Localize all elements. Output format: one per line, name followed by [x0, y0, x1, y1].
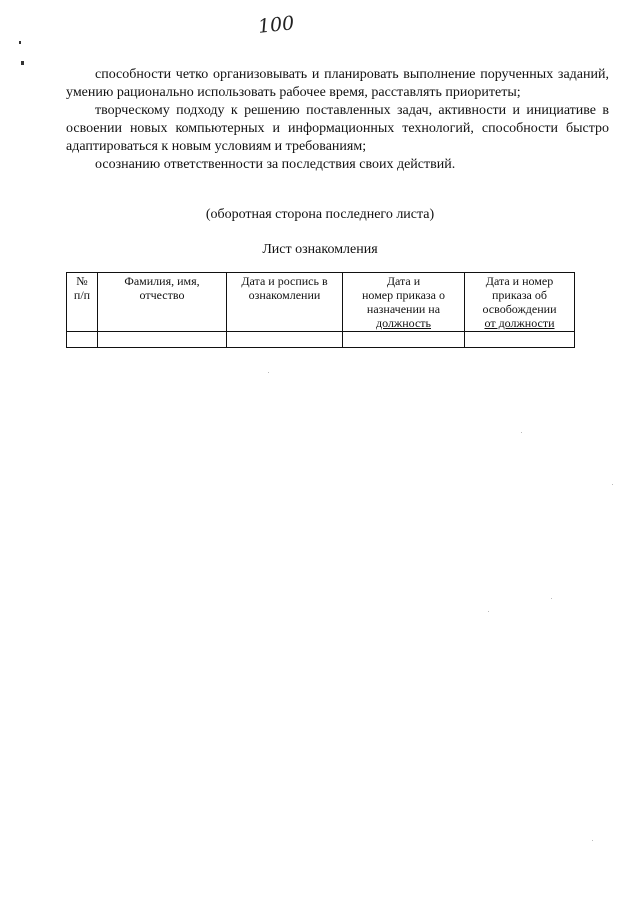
table-cell[interactable]: [343, 332, 465, 348]
column-header-dismissal-order: Дата и номер приказа об освобождении от должности: [465, 273, 575, 332]
margin-mark: [19, 41, 21, 44]
column-header-full-name: Фамилия, имя, отчество: [98, 273, 227, 332]
table-cell[interactable]: [98, 332, 227, 348]
scan-speck: [592, 840, 593, 841]
table-row: [67, 332, 575, 348]
column-header-number: № п/п: [67, 273, 98, 332]
reverse-side-note: (оборотная сторона последнего листа): [205, 207, 435, 222]
column-header-appointment-order: Дата и номер приказа о назначении на должность: [343, 273, 465, 332]
page-number: 100: [256, 12, 296, 38]
acknowledgement-table: [66, 272, 575, 348]
scan-speck: [268, 372, 269, 373]
scan-speck: [612, 484, 613, 485]
sheet-title: Лист ознакомления: [262, 242, 378, 257]
paragraph: способности четко организовывать и планировать выполнение порученных заданий, умению рационально использовать рабочее время, расставлять приоритеты;: [66, 67, 609, 100]
scan-speck: [488, 611, 489, 612]
scan-speck: [551, 598, 552, 599]
paragraph: осознанию ответственности за последствия своих действий.: [95, 157, 456, 172]
paragraph: творческому подходу к решению поставленных задач, активности и инициативе в освоении новых компьютерных и информационных технологий, способности быстро адаптироваться к новым условиям и требованиям;: [66, 103, 609, 154]
margin-mark: [21, 61, 24, 65]
table-cell[interactable]: [227, 332, 343, 348]
column-header-signature-date: Дата и роспись в ознакомлении: [227, 273, 343, 332]
table-cell[interactable]: [67, 332, 98, 348]
scan-speck: [521, 432, 522, 433]
body-text: [66, 66, 609, 174]
table-header-row: [67, 273, 575, 332]
table-cell[interactable]: [465, 332, 575, 348]
